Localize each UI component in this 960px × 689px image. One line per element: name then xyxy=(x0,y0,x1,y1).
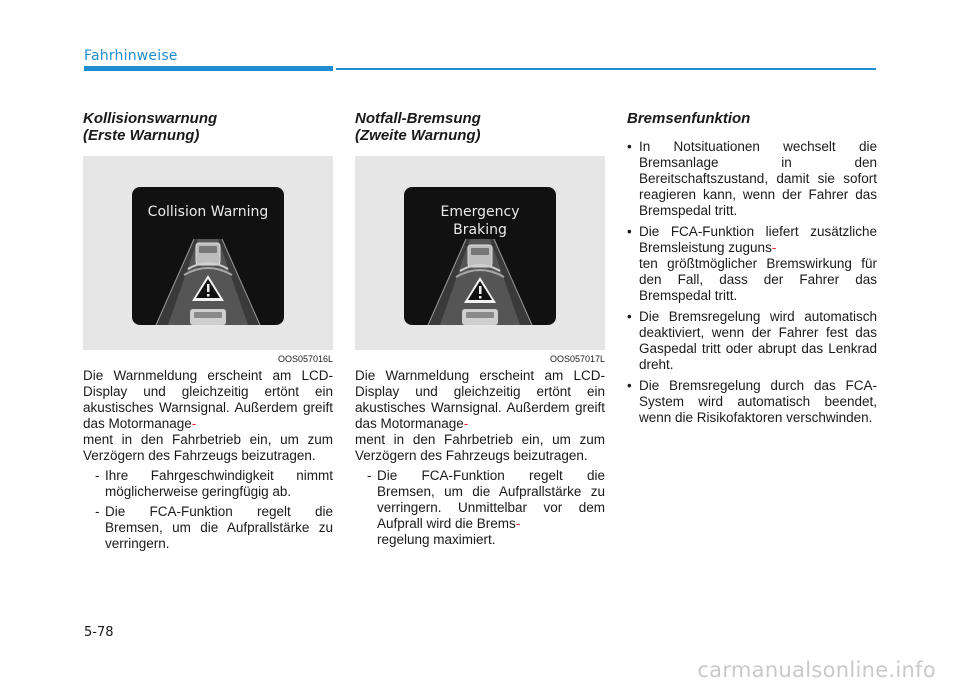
list-item: - Ihre Fahrgeschwindigkeit nimmt möglicherweise geringfügig ab. xyxy=(83,468,333,500)
para-part-b: ment in den Fahrbetrieb ein, um zum Verzögern des Fahrzeugs beizutragen. xyxy=(355,432,605,463)
para-hyphen: - xyxy=(191,416,197,431)
figure-emergency-braking xyxy=(355,156,605,364)
list-item: • Die Bremsregelung durch das FCA-System wird automatisch beendet, wenn die Risikofaktoren verschwinden. xyxy=(627,378,877,426)
heading-line-1: Kollisionswarnung xyxy=(83,110,218,127)
column-emergency-braking xyxy=(355,110,605,552)
screen-message-line-1: Emergency xyxy=(440,204,520,220)
screen-message-text: Collision Warning xyxy=(147,204,269,220)
heading-line-2: (Erste Warnung) xyxy=(83,127,200,144)
dash-list xyxy=(355,468,605,548)
screen-message xyxy=(132,203,284,221)
column-collision-warning xyxy=(83,110,333,556)
item-part-b: regelung maximiert. xyxy=(377,532,496,547)
item-hyphen: - xyxy=(515,516,521,531)
lcd-display xyxy=(404,187,556,325)
column-brake-function xyxy=(627,110,877,431)
lcd-display xyxy=(132,187,284,325)
description-paragraph xyxy=(83,368,333,464)
figure-collision-warning xyxy=(83,156,333,364)
description-paragraph xyxy=(355,368,605,464)
list-item: - Die FCA-Funktion regelt die Bremsen, um die Aufprallstärke zu verringern. xyxy=(83,504,333,552)
para-part-b: ment in den Fahrbetrieb ein, um zum Verzögern des Fahrzeugs beizutragen. xyxy=(83,432,333,463)
figure-code: OOS057017L xyxy=(549,354,605,364)
header-divider-thick xyxy=(84,66,333,71)
heading-line-2: (Zweite Warnung) xyxy=(355,127,481,144)
para-part-a: Die Warnmeldung erscheint am LCD-Display und gleichzeitig ertönt ein akustisches Warnsignal. Außerdem greift das Motormanage xyxy=(355,368,605,431)
heading-collision-warning xyxy=(83,110,333,144)
list-item: • In Notsituationen wechselt die Bremsanlage in den Bereitschaftszustand, damit sie sofort reagieren kann, wenn der Fahrer das Bremspedal tritt. xyxy=(627,139,877,219)
header-divider-thin xyxy=(336,68,876,70)
screen-message-line-2: Braking xyxy=(453,222,507,238)
figure-code: OOS057016L xyxy=(277,354,333,364)
item-part-b: ten größtmöglicher Bremswirkung für den Fall, dass der Fahrer das Bremspedal tritt. xyxy=(639,256,877,303)
section-title: Fahrhinweise xyxy=(84,48,178,64)
page-number: 5-78 xyxy=(84,625,114,640)
screen-message xyxy=(404,203,556,239)
para-part-a: Die Warnmeldung erscheint am LCD-Display und gleichzeitig ertönt ein akustisches Warnsignal. Außerdem greift das Motormanage xyxy=(83,368,333,431)
list-item xyxy=(627,224,877,304)
list-item xyxy=(355,468,605,548)
watermark: carmanualsonline.info xyxy=(697,658,936,682)
heading-brake-function: Bremsenfunktion xyxy=(627,110,751,127)
item-hyphen: - xyxy=(771,240,777,255)
dash-list xyxy=(83,468,333,552)
heading-emergency-braking xyxy=(355,110,605,144)
item-part-a: Die FCA-Funktion liefert zusätzliche Bremsleistung zuguns xyxy=(639,224,877,255)
para-hyphen: - xyxy=(463,416,469,431)
bullet-list xyxy=(627,139,877,426)
list-item: • Die Bremsregelung wird automatisch deaktiviert, wenn der Fahrer fest das Gaspedal tritt oder abrupt das Lenkrad dreht. xyxy=(627,309,877,373)
item-part-a: Die FCA-Funktion regelt die Bremsen, um die Aufprallstärke zu verringern. Unmittelbar vor dem Aufprall wird die Brems xyxy=(377,468,605,531)
heading-line-1: Notfall-Bremsung xyxy=(355,110,481,127)
